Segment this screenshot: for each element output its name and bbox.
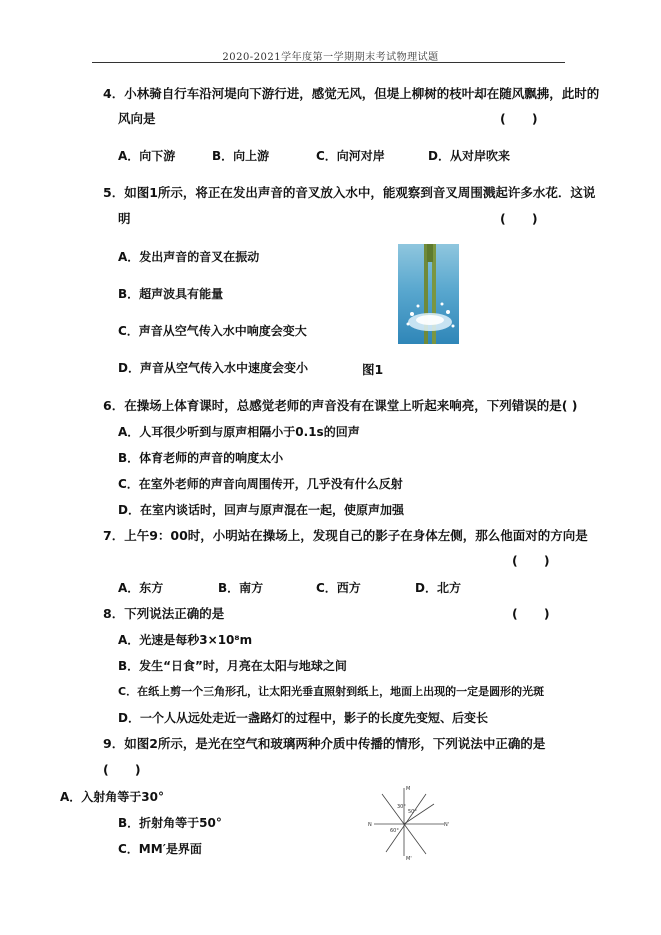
- label-m: M: [406, 786, 411, 792]
- option-a: A．人耳很少听到与原声相隔小于0.1s的回声: [118, 425, 360, 439]
- option-c: C．西方: [316, 581, 361, 595]
- question-5-stem: 5．如图1所示，将正在发出声音的音叉放入水中，能观察到音叉周围溅起许多水花．这说: [103, 185, 596, 200]
- answer-blank: ( ): [500, 111, 538, 126]
- option-d: D．北方: [415, 581, 461, 595]
- option-b: B．超声波具有能量: [118, 287, 224, 301]
- option-a: A．光速是每秒3×10⁸m: [118, 633, 253, 647]
- option-b: B．南方: [218, 581, 264, 595]
- label-n: N: [368, 822, 372, 828]
- question-9-stem: 9．如图2所示，是光在空气和玻璃两种介质中传播的情形，下列说法中正确的是: [103, 736, 546, 751]
- answer-blank: ( ): [512, 606, 550, 621]
- option-a: A．入射角等于30°: [60, 790, 164, 804]
- option-c: C．在室外老师的声音向周围传开，几乎没有什么反射: [118, 477, 403, 491]
- angle-30-label: 30°: [397, 804, 406, 810]
- header-rule: [92, 62, 565, 63]
- option-d: D．从对岸吹来: [428, 149, 510, 163]
- tuning-fork-in-water-photo: [398, 244, 459, 344]
- label-m-prime: M': [406, 856, 412, 862]
- option-a: A．东方: [118, 581, 164, 595]
- answer-blank: ( ): [103, 762, 141, 777]
- question-7-stem: 7．上午9：00时，小明站在操场上，发现自己的影子在身体左侧，那么他面对的方向是: [103, 528, 588, 543]
- question-8-stem: 8．下列说法正确的是: [103, 606, 225, 621]
- option-b: B．体育老师的声音的响度太小: [118, 451, 284, 465]
- option-c: C．声音从空气传入水中响度会变大: [118, 324, 307, 338]
- question-6-stem: 6．在操场上体育课时，总感觉老师的声音没有在课堂上听起来响亮，下列错误的是( ): [103, 398, 578, 413]
- label-n-prime: N': [444, 822, 450, 828]
- option-a: A．向下游: [118, 149, 176, 163]
- option-c: C．MM′是界面: [118, 842, 202, 856]
- option-d: D．一个人从远处走近一盏路灯的过程中，影子的长度先变短、后变长: [118, 711, 488, 725]
- option-b: B．向上游: [212, 149, 270, 163]
- angle-50-label: 50°: [408, 809, 417, 815]
- option-b: B．发生“日食”时，月亮在太阳与地球之间: [118, 659, 347, 673]
- option-b: B．折射角等于50°: [118, 816, 222, 830]
- angle-60-label: 60°: [390, 828, 399, 834]
- tuning-fork-illustration: [398, 244, 459, 344]
- figure-1-label: 图1: [362, 362, 384, 377]
- refraction-diagram: [364, 782, 454, 862]
- question-4-stem: 4．小林骑自行车沿河堤向下游行进，感觉无风，但堤上柳树的枝叶却在随风飘拂，此时的: [103, 86, 600, 101]
- option-c: C．向河对岸: [316, 149, 385, 163]
- answer-blank: ( ): [500, 211, 538, 226]
- option-a: A．发出声音的音叉在振动: [118, 250, 260, 264]
- option-d: D．声音从空气传入水中速度会变小: [118, 361, 308, 375]
- answer-blank: ( ): [512, 553, 550, 568]
- question-5-stem-cont: 明: [118, 211, 131, 226]
- option-d: D．在室内谈话时，回声与原声混在一起，使原声加强: [118, 503, 404, 517]
- option-c: C．在纸上剪一个三角形孔，让太阳光垂直照射到纸上，地面上出现的一定是圆形的光斑: [118, 685, 545, 698]
- question-4-stem-cont: 风向是: [118, 111, 156, 126]
- page-header: 2020-2021学年度第一学期期末考试物理试题: [222, 52, 439, 63]
